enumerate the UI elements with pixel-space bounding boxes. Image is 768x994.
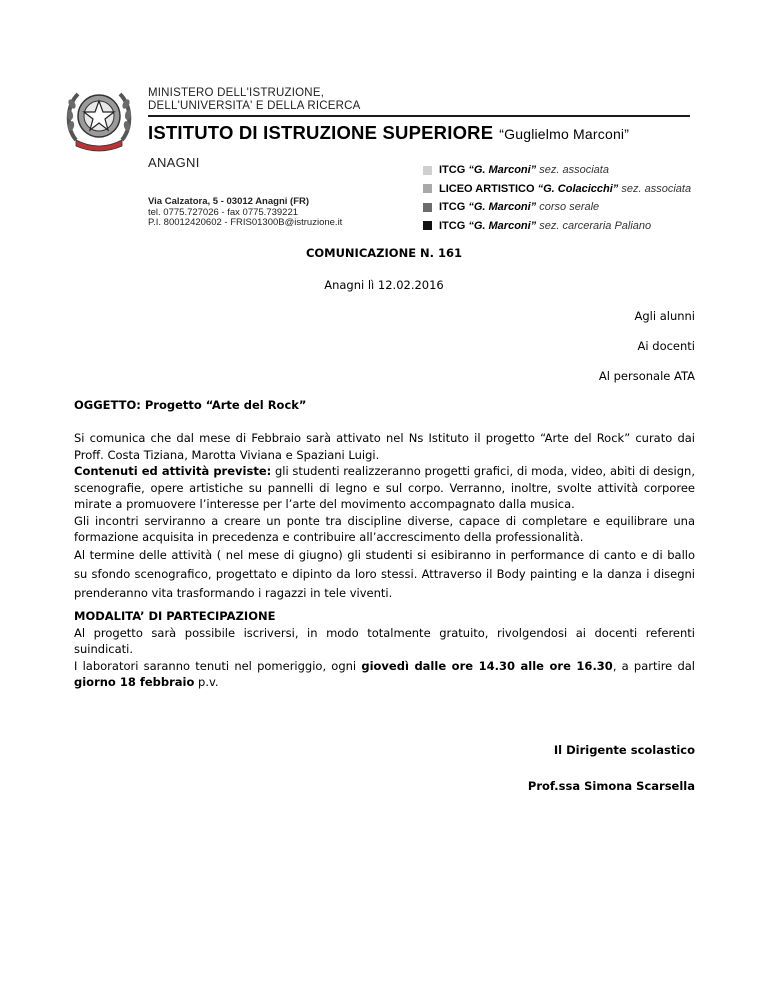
- body-paragraph: Si comunica che dal mese di Febbraio sarà attivato nel Ns Istituto il progetto “Arte del Rock” curato dai Proff. Costa Tiziana, Marotta Viviana e Spaziani Luigi.: [74, 431, 695, 462]
- signature-name: Prof.ssa Simona Scarsella: [527, 779, 695, 793]
- address-street: Via Calzatora, 5 - 03012 Anagni (FR): [148, 196, 310, 207]
- letter-date: Anagni lì 12.02.2016: [324, 278, 444, 292]
- participation-line: Al progetto sarà possibile iscriversi, in modo totalmente gratuito, rivolgendosi ai docenti referenti suindicati.: [74, 625, 695, 656]
- letter-body: [74, 430, 695, 603]
- contents-label: Contenuti ed attività previste:: [74, 464, 272, 478]
- branch-item: [423, 161, 691, 180]
- header-divider: [148, 115, 690, 117]
- recipient-ata-staff: Al personale ATA: [598, 369, 695, 383]
- branch-square-icon: [423, 203, 432, 212]
- ministry-line-2: DELL'UNIVERSITA' E DELLA RICERCA: [148, 100, 361, 112]
- branch-square-icon: [423, 221, 432, 230]
- branch-item: [423, 217, 691, 236]
- participation-section: [74, 608, 695, 691]
- branch-item: [423, 180, 691, 199]
- contents-text: gli studenti realizzeranno progetti grafici, di moda, video, abiti di design, scenografie, opere artistiche su pannelli di legno e sul corpo. Verranno, inoltre, svolte attività corporee mirate a promuovere l’interesse per l’arte del movimento accompagnato dalla musica.: [74, 464, 695, 511]
- schedule-text: I laboratori saranno tenuti nel pomeriggio, ogni: [74, 658, 362, 673]
- address-vat-email: P.I. 80012420602 - FRIS01300B@istruzione.it: [148, 217, 343, 228]
- branch-name: “G. Marconi”: [468, 164, 537, 177]
- communication-number: COMUNICAZIONE N. 161: [305, 246, 463, 260]
- participation-schedule: [74, 658, 695, 691]
- branch-square-icon: [423, 184, 432, 193]
- branch-code: ITCG: [439, 219, 466, 232]
- institute-title: [148, 122, 629, 144]
- address-phone: tel. 0775.727026 - fax 0775.739221: [148, 206, 299, 218]
- ministry-line-1: MINISTERO DELL'ISTRUZIONE,: [148, 87, 325, 99]
- body-paragraph: [74, 463, 695, 513]
- body-paragraph: Al termine delle attività ( nel mese di giugno) gli studenti si esibiranno in performance di canto e di ballo su sfondo scenografico, progettato e dipinto da loro stessi. Attraverso il Body painting e la danza i disegni prenderanno vita trasformando i ragazzi in tele viventi.: [74, 547, 695, 600]
- body-paragraph: Gli incontri serviranno a creare un ponte tra discipline diverse, capace di completare e equilibrare una formazione acquisita in precedenza e contribuire all’accrescimento della professionalità.: [74, 513, 695, 544]
- recipient-students: Agli alunni: [634, 309, 695, 323]
- branch-note: corso serale: [539, 201, 600, 214]
- institute-name: ISTITUTO DI ISTRUZIONE SUPERIORE: [148, 122, 494, 143]
- branch-square-icon: [423, 166, 432, 175]
- branch-note: sez. associata: [539, 164, 609, 177]
- branch-code: ITCG: [439, 201, 466, 214]
- schedule-time: giovedì dalle ore 14.30 alle ore 16.30: [361, 658, 613, 673]
- branch-name: “G. Marconi”: [468, 219, 537, 232]
- branch-item: [423, 198, 691, 217]
- branches-list: [423, 161, 691, 235]
- branch-note: sez. carceraria Paliano: [539, 219, 652, 232]
- schedule-text: , a partire dal: [612, 658, 695, 673]
- institute-subtitle: “Guglielmo Marconi”: [499, 126, 630, 142]
- branch-note: sez. associata: [621, 182, 692, 195]
- branch-name: “G. Marconi”: [468, 201, 537, 214]
- schedule-start-date: giorno 18 febbraio: [74, 675, 195, 689]
- letter-subject: OGGETTO: Progetto “Arte del Rock”: [74, 398, 307, 412]
- recipient-teachers: Ai docenti: [637, 339, 695, 353]
- signature-title: Il Dirigente scolastico: [553, 743, 695, 757]
- address-block: [148, 197, 342, 229]
- ministry-header: [148, 87, 361, 113]
- italian-republic-emblem-icon: [64, 82, 134, 154]
- participation-title: MODALITA’ DI PARTECIPAZIONE: [74, 609, 276, 623]
- city-name: ANAGNI: [148, 155, 200, 170]
- branch-code: LICEO ARTISTICO: [439, 182, 535, 195]
- branch-name: “G. Colacicchi”: [537, 182, 619, 195]
- branch-code: ITCG: [439, 164, 466, 177]
- schedule-text: p.v.: [194, 675, 219, 689]
